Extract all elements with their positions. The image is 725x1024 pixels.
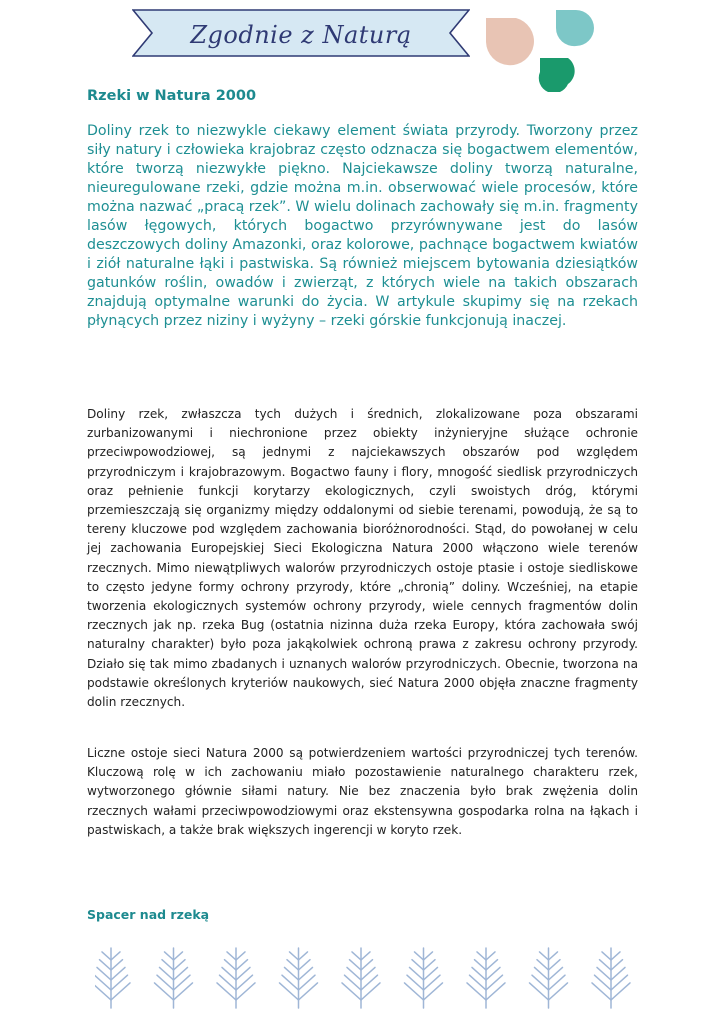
body-paragraph-2: Liczne ostoje sieci Natura 2000 są potwierdzeniem wartości przyrodniczej tych terenów. Kluczową rolę w ich zachowaniu miało pozostawienie naturalnego charakteru rzek, wytworzonego głównie siłami natury. Nie bez znaczenia było brak zwężenia dolin rzecznych wałami przeciwpowodziowymi oraz ekstensywna gospodarka rolna na łąkach i pastwiskach, a także brak większych ingerencji w koryto rzek. (87, 746, 638, 837)
grass-sprig-icon (342, 948, 380, 1008)
green-leaf-icon (539, 58, 575, 92)
section-subheading: Spacer nad rzeką (87, 907, 210, 922)
grass-sprig-icon (530, 948, 568, 1008)
grass-sprig-icon (217, 948, 255, 1008)
header-banner (132, 8, 470, 58)
grass-sprig-icon (280, 948, 318, 1008)
peach-leaf-icon (486, 18, 534, 65)
grass-sprig-icon (405, 948, 443, 1008)
lead-paragraph: Doliny rzek to niezwykle ciekawy element świata przyrody. Tworzony przez siły natury i człowieka krajobraz często odznacza się bogactwem elementów, które tworzą niezwykłe piękno. Najciekawsze doliny tworzą naturalne, nieuregulowane rzeki, gdzie można m.in. obserwować wiele procesów, które można nazwać „pracą rzek”. W wielu dolinach zachowały się m.in. fragmenty lasów łęgowych, których bogactwo przyrównywane jest do lasów deszczowych doliny Amazonki, oraz kolorowe, pachnące bogactwem kwiatów i ziół naturalne łąki i pastwiska. Są również miejscem bytowania dziesiątków gatunków roślin, owadów i zwierząt, z których wiele na takich obszarach znajdują optymalne warunki do życia. W artykule skupimy się na rzekach płynących przez niziny i wyżyny – rzeki górskie funkcjonują inaczej. (87, 123, 638, 329)
grass-sprig-icon (155, 948, 193, 1008)
grass-sprig-icon (592, 948, 630, 1008)
body-paragraph-1: Doliny rzek, zwłaszcza tych dużych i średnich, zlokalizowane poza obszarami zurbanizowanymi i niechronione przez obiekty inżynieryjne służące ochronie przeciwpowodziowej, są jednymi z najciekawszych obszarów pod względem przyrodniczym i krajobrazowym. Bogactwo fauny i flory, mnogość siedlisk przyrodniczych oraz pełnienie funkcji korytarzy ekologicznych, czyli swoistych dróg, którymi przemieszczają się organizmy między oddalonymi od siebie terenami, powodują, że są to tereny kluczowe pod względem zachowania bioróżnorodności. Stąd, do powołanej w celu jej zachowania Europejskiej Sieci Ekologiczna Natura 2000 włączono wiele terenów rzecznych. Mimo niewątpliwych walorów przyrodniczych ostoje ptasie i ostoje siedliskowe to często jedyne formy ochrony przyrody, które „chronią” doliny. Wcześniej, na etapie tworzenia ekologicznych systemów ochrony przyrody, wiele cennych fragmentów dolin rzecznych jak np. rzeka Bug (ostatnia nizinna duża rzeka Europy, która zachowała swój naturalny charakter) było poza jakąkolwiek ochroną prawa z zakresu ochrony przyrody. Działo się tak mimo zbadanych i uznanych walorów przyrodniczych. Obecnie, tworzona na podstawie określonych kryteriów naukowych, sieć Natura 2000 objęła znaczne fragmenty dolin rzecznych. (87, 407, 638, 710)
grass-sprig-row (95, 946, 640, 1010)
grass-sprig-icon (95, 948, 130, 1008)
article-title: Rzeki w Natura 2000 (87, 88, 257, 104)
grass-sprig-icon (467, 948, 505, 1008)
teal-leaf-icon (556, 10, 594, 46)
leaves-logo (484, 8, 604, 92)
banner-title: Zgodnie z Naturą (190, 21, 412, 49)
